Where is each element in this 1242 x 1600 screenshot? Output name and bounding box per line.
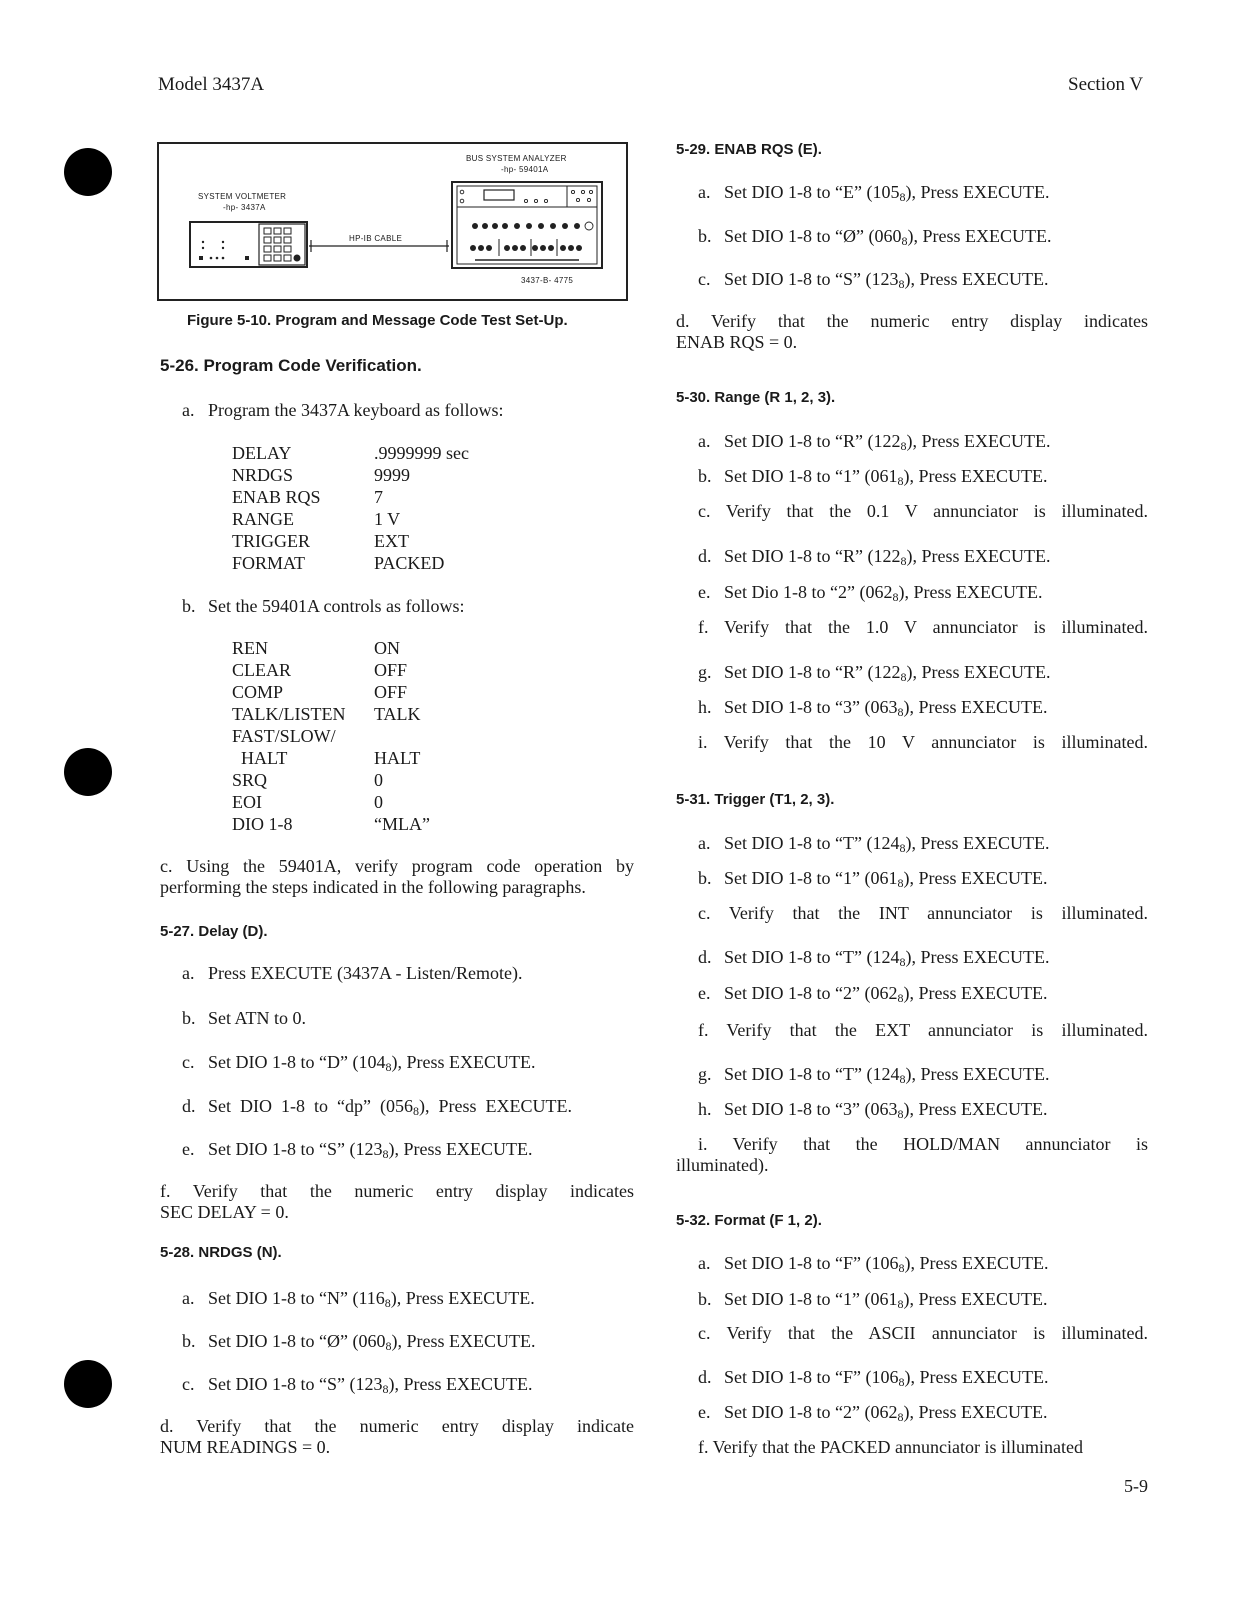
setting-row: TRIGGER EXT (232, 531, 409, 551)
step-5-27-a: a. Press EXECUTE (3437A - Listen/Remote). (182, 963, 523, 983)
setting-row: CLEAR OFF (232, 660, 408, 680)
step-5-31-i-line1: i. Verify that the HOLD/MAN annunciator is (698, 1134, 1148, 1154)
step-5-32-b: b. Set DIO 1-8 to “1” $(061_8)$, Press EXECUTE. (698, 1289, 1048, 1311)
step-5-28-c: c. Set DIO 1-8 to “S” $(123_8)$, Press EXECUTE. (182, 1374, 533, 1396)
page-number: 5-9 (1124, 1476, 1148, 1496)
cable-label: HP-IB CABLE (349, 234, 403, 243)
figure-5-10 (157, 142, 628, 301)
section-title: 5-32. Format (F 1, 2). (676, 1212, 822, 1229)
section-title: 5-31. Trigger (T1, 2, 3). (676, 791, 835, 808)
section-title: 5-28. NRDGS (N). (160, 1244, 282, 1261)
binder-hole-middle (64, 748, 112, 796)
step-5-31-g: g. Set DIO 1-8 to “T” $(124_8)$, Press EXECUTE. (698, 1064, 1050, 1086)
section-title: 5-30. Range (R 1, 2, 3). (676, 389, 836, 406)
binder-hole-bottom (64, 1360, 112, 1408)
voltmeter-label: SYSTEM VOLTMETER (198, 192, 287, 201)
step-5-28-b: b. Set DIO 1-8 to “Ø” $(060_8)$, Press EXECUTE. (182, 1331, 536, 1353)
step-5-30-c: c. Verify that the 0.1 V annunciator is illuminated. (698, 501, 1148, 521)
step-5-27-f-line2: SEC DELAY = 0. (160, 1202, 289, 1222)
step-5-32-a: a. Set DIO 1-8 to “F” $(106_8)$, Press EXECUTE. (698, 1253, 1049, 1275)
setting-row: HALT HALT (232, 748, 421, 768)
setting-row: REN ON (232, 638, 400, 658)
step-5-26-c-line1: c. Using the 59401A, verify program code operation by (160, 856, 634, 876)
step-5-31-i-line2: illuminated). (676, 1155, 769, 1175)
figure-caption: Figure 5-10. Program and Message Code Test Set-Up. (187, 312, 568, 329)
step-5-28-a: a. Set DIO 1-8 to “N” $(116_8)$, Press EXECUTE. (182, 1288, 535, 1310)
step-5-30-g: g. Set DIO 1-8 to “R” $(122_8)$, Press EXECUTE. (698, 662, 1051, 684)
setting-row: EOI 0 (232, 792, 383, 812)
step-5-32-e: e. Set DIO 1-8 to “2” $(062_8)$, Press EXECUTE. (698, 1402, 1048, 1424)
step-5-31-c: c. Verify that the INT annunciator is illuminated. (698, 903, 1148, 923)
step-5-32-d: d. Set DIO 1-8 to “F” $(106_8)$, Press EXECUTE. (698, 1367, 1049, 1389)
step-5-29-c: c. Set DIO 1-8 to “S” $(123_8)$, Press EXECUTE. (698, 269, 1049, 291)
setting-row: TALK/LISTEN TALK (232, 704, 421, 724)
step-5-26-a: a. Program the 3437A keyboard as follows: (182, 400, 504, 420)
step-5-27-c: c. Set DIO 1-8 to “D” $(104_8)$, Press EXECUTE. (182, 1052, 536, 1074)
step-5-29-d-line2: ENAB RQS = 0. (676, 332, 798, 352)
setting-row: SRQ 0 (232, 770, 383, 790)
step-5-27-e: e. Set DIO 1-8 to “S” $(123_8)$, Press EXECUTE. (182, 1139, 533, 1161)
step-5-28-d-line2: NUM READINGS = 0. (160, 1437, 331, 1457)
step-5-32-f: f. Verify that the PACKED annunciator is illuminated (698, 1437, 1083, 1457)
step-5-32-c: c. Verify that the ASCII annunciator is illuminated. (698, 1323, 1148, 1343)
figure-code: 3437-B- 4775 (521, 276, 574, 285)
step-5-31-d: d. Set DIO 1-8 to “T” $(124_8)$, Press EXECUTE. (698, 947, 1050, 969)
setting-row: FAST/SLOW/ (232, 726, 336, 746)
step-5-31-a: a. Set DIO 1-8 to “T” $(124_8)$, Press EXECUTE. (698, 833, 1050, 855)
step-5-30-i: i. Verify that the 10 V annunciator is illuminated. (698, 732, 1148, 752)
setting-row: RANGE 1 V (232, 509, 401, 529)
voltmeter-model: -hp- 3437A (223, 203, 266, 212)
step-5-30-d: d. Set DIO 1-8 to “R” $(122_8)$, Press EXECUTE. (698, 546, 1051, 568)
header-section: Section V (1068, 74, 1144, 95)
step-5-30-a: a. Set DIO 1-8 to “R” $(122_8)$, Press EXECUTE. (698, 431, 1051, 453)
section-title: 5-29. ENAB RQS (E). (676, 141, 822, 158)
section-title: 5-26. Program Code Verification. (160, 356, 422, 375)
step-5-30-e: e. Set Dio 1-8 to “2” $(062_8)$, Press EXECUTE. (698, 582, 1043, 604)
step-5-29-b: b. Set DIO 1-8 to “Ø” $(060_8)$, Press EXECUTE. (698, 226, 1052, 248)
setting-row: DIO 1-8 “MLA” (232, 814, 430, 834)
setting-row: DELAY .9999999 sec (232, 443, 469, 463)
bus-analyzer-model: -hp- 59401A (501, 165, 549, 174)
setting-row: NRDGS 9999 (232, 465, 410, 485)
step-5-26-c-line2: performing the steps indicated in the following paragraphs. (160, 877, 586, 897)
step-5-29-d-line1: d. Verify that the numeric entry display indicates (676, 311, 1148, 331)
header-model: Model 3437A (158, 74, 265, 95)
step-5-26-b: b. Set the 59401A controls as follows: (182, 596, 465, 616)
step-5-31-h: h. Set DIO 1-8 to “3” $(063_8)$, Press EXECUTE. (698, 1099, 1048, 1121)
step-5-31-f: f. Verify that the EXT annunciator is illuminated. (698, 1020, 1148, 1040)
step-5-28-d-line1: d. Verify that the numeric entry display indicate (160, 1416, 634, 1436)
setting-row: ENAB RQS 7 (232, 487, 383, 507)
step-5-31-e: e. Set DIO 1-8 to “2” $(062_8)$, Press EXECUTE. (698, 983, 1048, 1005)
binder-hole-top (64, 148, 112, 196)
step-5-31-b: b. Set DIO 1-8 to “1” $(061_8)$, Press EXECUTE. (698, 868, 1048, 890)
keyboard-settings (232, 442, 469, 574)
setting-row: FORMAT PACKED (232, 553, 445, 573)
step-5-30-f: f. Verify that the 1.0 V annunciator is illuminated. (698, 617, 1148, 637)
controls-settings (232, 637, 430, 835)
step-5-27-b: b. Set ATN to 0. (182, 1008, 307, 1028)
step-5-29-a: a. Set DIO 1-8 to “E” $(105_8)$, Press EXECUTE. (698, 182, 1050, 204)
step-5-27-d: d. Set DIO 1-8 to “dp” $(056_8)$, Press EXECUTE. (182, 1096, 572, 1118)
section-title: 5-27. Delay (D). (160, 923, 268, 940)
setting-row: COMP OFF (232, 682, 408, 702)
step-5-27-f-line1: f. Verify that the numeric entry display indicates (160, 1181, 634, 1201)
bus-analyzer-label: BUS SYSTEM ANALYZER (466, 154, 567, 163)
step-5-30-h: h. Set DIO 1-8 to “3” $(063_8)$, Press EXECUTE. (698, 697, 1048, 719)
step-5-30-b: b. Set DIO 1-8 to “1” $(061_8)$, Press EXECUTE. (698, 466, 1048, 488)
